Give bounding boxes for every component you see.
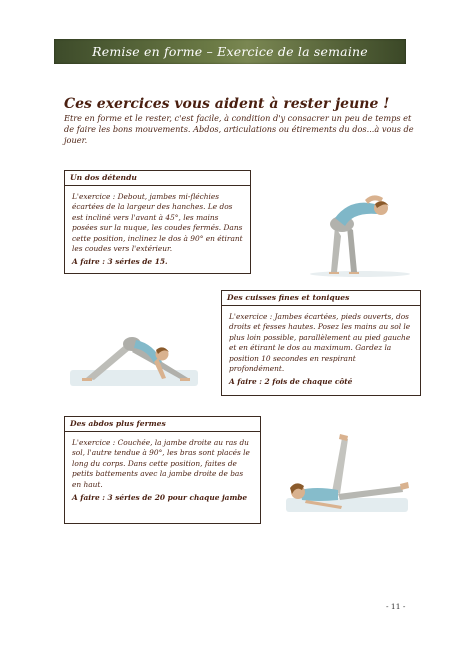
exercise-title: Des cuisses fines et toniques xyxy=(222,291,420,306)
woman-stretching-illustration xyxy=(66,322,204,392)
exercise-box-back xyxy=(64,170,251,274)
exercise-text: L'exercice : Couchée, la jambe droite au ras du sol, l'autre tendue à 90°, les bras sont placés le long du corps. Dans cette position, faites de petits battements avec la jambe droite de bas en haut. xyxy=(72,438,250,489)
exercise-title: Des abdos plus fermes xyxy=(65,417,260,432)
exercise-title: Un dos détendu xyxy=(65,171,250,186)
woman-leg-raise-illustration xyxy=(280,432,415,516)
exercise-box-abs xyxy=(64,416,261,524)
exercise-text: L'exercice : Jambes écartées, pieds ouverts, dos droits et fesses hautes. Posez les mains au sol le plus loin possible, parallèlement au pied gauche et en étirant le dos au maximum. Gardez la position 10 secondes en respirant profondément. xyxy=(229,312,411,374)
page-headline: Ces exercices vous aident à rester jeune ! xyxy=(64,96,390,112)
page-number: - 11 - xyxy=(386,602,406,611)
intro-paragraph: Etre en forme et le rester, c'est facile, à condition d'y consacrer un peu de temps et de faire les bons mouvements. Abdos, articulations ou étirements du dos...à vous de jouer. xyxy=(64,113,414,145)
exercise-box-thighs xyxy=(221,290,421,396)
banner-title: Remise en forme – Exercice de la semaine xyxy=(92,44,368,59)
exercise-instruction: A faire : 2 fois de chaque côté xyxy=(229,377,353,387)
exercise-instruction: A faire : 3 séries de 15. xyxy=(72,257,168,267)
exercise-text: L'exercice : Debout, jambes mi-fléchies écartées de la largeur des hanches. Le dos est incliné vers l'avant à 45°, les mains posées sur la nuque, les coudes fermés. Dans cette position, inclinez le dos à 90° en étirant les coudes vers l'extérieur. xyxy=(72,192,243,254)
page-banner xyxy=(54,39,406,64)
woman-bending-forward-illustration xyxy=(305,186,410,278)
exercise-instruction: A faire : 3 séries de 20 pour chaque jambe xyxy=(72,493,248,503)
